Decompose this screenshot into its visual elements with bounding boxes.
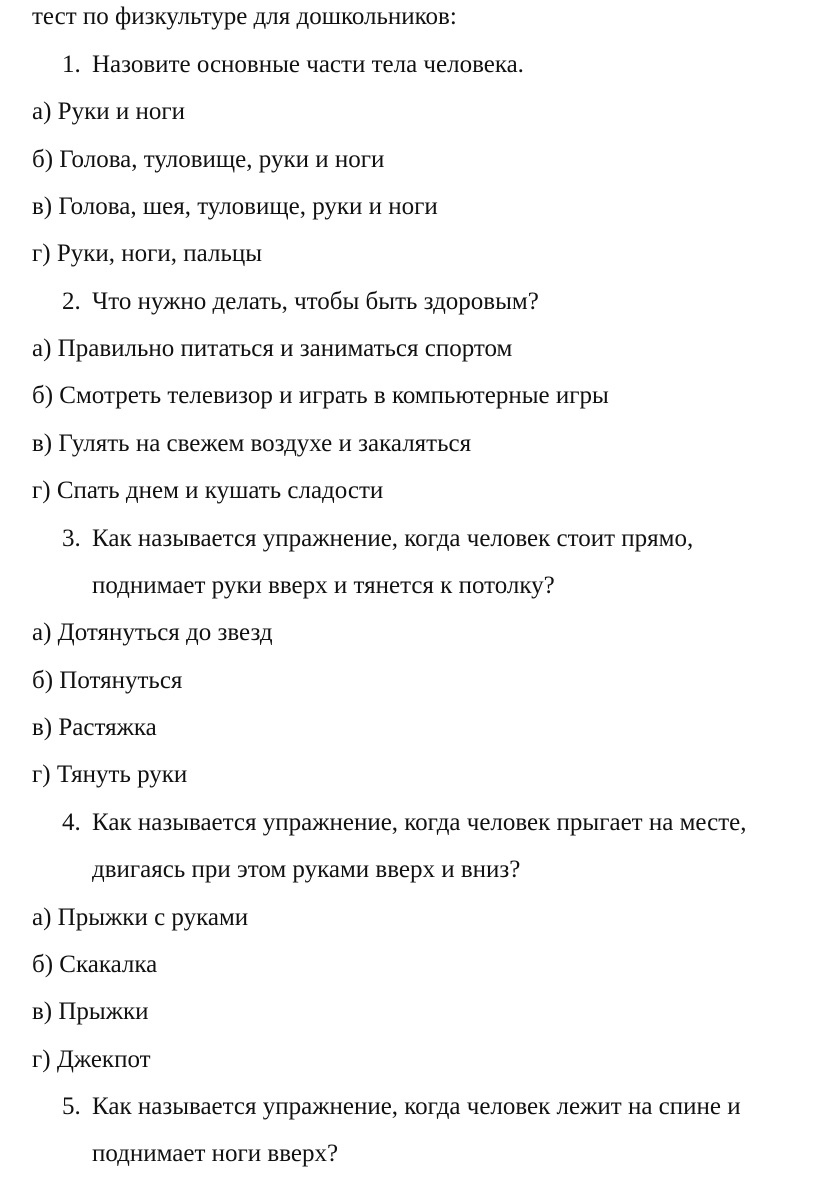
question-text-continued: поднимает руки вверх и тянется к потолку? xyxy=(92,572,555,599)
answer-option: в) Растяжка xyxy=(32,714,157,741)
question-number: 5. xyxy=(62,1093,81,1120)
answer-option: в) Голова, шея, туловище, руки и ноги xyxy=(32,193,438,220)
document-title: тест по физкультуре для дошкольников: xyxy=(32,3,457,30)
answer-option: г) Джекпот xyxy=(32,1046,151,1073)
question-text: Как называется упражнение, когда человек стоит прямо, xyxy=(92,525,694,552)
answer-option: г) Спать днем и кушать сладости xyxy=(32,477,384,504)
answer-option: а) Правильно питаться и заниматься спортом xyxy=(32,335,513,362)
answer-option: г) Руки, ноги, пальцы xyxy=(32,240,263,267)
answer-option: в) Гулять на свежем воздухе и закаляться xyxy=(32,430,472,457)
answer-option: в) Прыжки xyxy=(32,998,149,1025)
question-text: Что нужно делать, чтобы быть здоровым? xyxy=(92,288,539,315)
question-number: 1. xyxy=(62,51,81,78)
answer-option: б) Скакалка xyxy=(32,951,158,978)
question-text-continued: поднимает ноги вверх? xyxy=(92,1140,339,1167)
answer-option: а) Прыжки с руками xyxy=(32,904,249,931)
answer-option: г) Тянуть руки xyxy=(32,761,188,788)
question-text: Как называется упражнение, когда человек прыгает на месте, xyxy=(92,809,747,836)
question-text: Как называется упражнение, когда человек лежит на спине и xyxy=(92,1093,741,1120)
question-text: Назовите основные части тела человека. xyxy=(92,51,524,78)
question-text-continued: двигаясь при этом руками вверх и вниз? xyxy=(92,856,521,883)
question-number: 4. xyxy=(62,809,81,836)
question-number: 3. xyxy=(62,525,81,552)
answer-option: а) Руки и ноги xyxy=(32,98,185,125)
answer-option: б) Смотреть телевизор и играть в компьютерные игры xyxy=(32,382,609,409)
question-number: 2. xyxy=(62,288,81,315)
answer-option: б) Потянуться xyxy=(32,667,183,694)
answer-option: а) Дотянуться до звезд xyxy=(32,619,273,646)
answer-option: б) Голова, туловище, руки и ноги xyxy=(32,146,385,173)
